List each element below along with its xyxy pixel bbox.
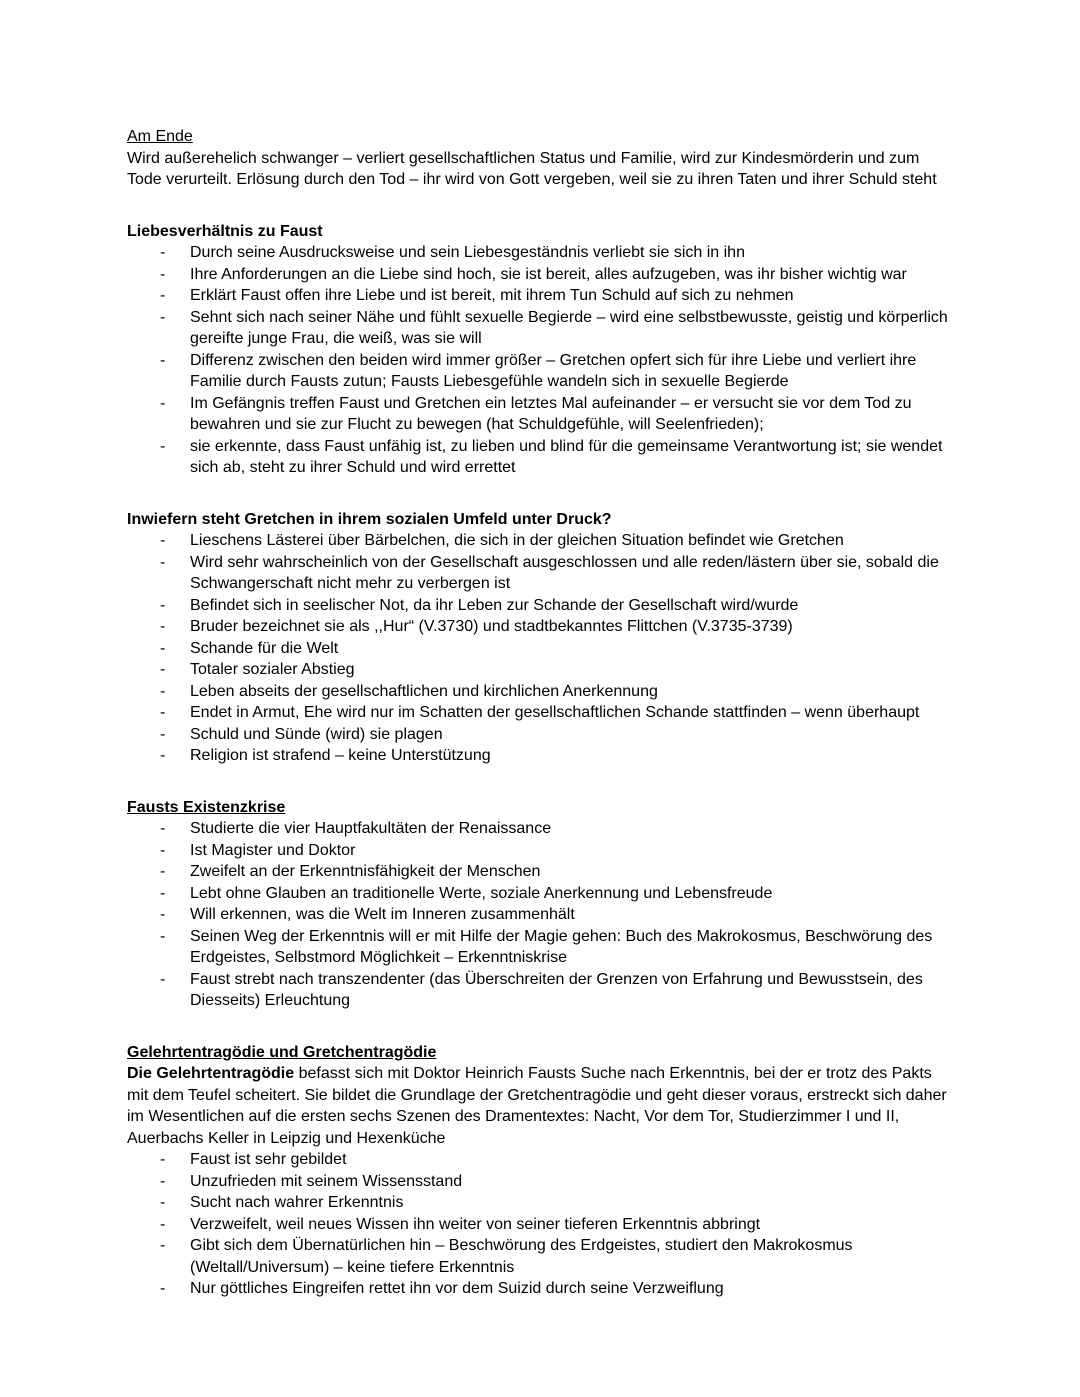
bullet-item [127,530,955,552]
bullet-item [127,242,955,264]
bullet-dash: - [160,682,166,700]
section-liebesverhaeltnis-zu-faust [127,221,955,479]
bullet-item [127,1192,955,1214]
bullet-dash: - [160,1172,166,1190]
bullet-item [127,638,955,660]
bullet-text: Durch seine Ausdrucksweise und sein Liebesgeständnis verliebt sie sich in ihn [190,244,745,261]
bullet-item [127,1214,955,1236]
section-heading: Inwiefern steht Gretchen in ihrem sozialen Umfeld unter Druck? [127,510,612,528]
bullet-text: Differenz zwischen den beiden wird immer größer – Gretchen opfert sich für ihre Liebe und verliert ihre Familie durch Fausts zutun; Fausts Liebesgefühle wandeln sich in sexuelle Begierde [190,351,917,390]
bullet-dash: - [160,1194,166,1211]
section-heading: Am Ende [127,128,193,145]
bullet-item [127,1235,955,1278]
bullet-text: Faust strebt nach transzendenter (das Überschreiten der Grenzen von Erfahrung und Bewusstsein, des Diesseits) Erleuchtung [190,970,923,1009]
bullet-item [127,285,955,307]
bullet-item [127,724,955,746]
bullet-text: Studierte die vier Hauptfakultäten der Renaissance [190,820,552,837]
bullet-item [127,681,955,703]
bullet-item [127,1278,955,1300]
bullet-dash: - [160,1215,166,1233]
section-gelehrtentragoedie [127,1042,955,1300]
bullet-text: Lebt ohne Glauben an traditionelle Werte, soziale Anerkennung und Lebensfreude [190,884,773,902]
section-paragraph: Die Gelehrtentragödie befasst sich mit Doktor Heinrich Fausts Suche nach Erkenntnis, bei der er trotz des Pakts mit dem Teufel scheitert. Sie bildet die Grundlage der Gretchentragödie und geht dieser voraus, erstreckt sich daher im Wesentlichen auf die ersten sechs Szenen des Dramentextes: Nacht, Vor dem Tor, Studierzimmer I und II, Auerbachs Keller in Leipzig und Hexenküche [127,1065,947,1147]
bullet-text: Schuld und Sünde (wird) sie plagen [190,725,443,743]
bullet-item [127,264,955,286]
bullet-text: Sucht nach wahrer Erkenntnis [190,1194,404,1211]
bullet-text: Sehnt sich nach seiner Nähe und fühlt sexuelle Begierde – wird eine selbstbewusste, geistig und körperlich gereifte junge Frau, die weiß, was sie will [190,308,948,347]
section-heading: Fausts Existenzkrise [127,798,286,816]
section-sozialer-druck [127,509,955,767]
section-heading: Gelehrtentragödie und Gretchentragödie [127,1043,437,1061]
bullet-text: Ihre Anforderungen an die Liebe sind hoch, sie ist bereit, alles aufzugeben, was ihr bisher wichtig war [190,265,907,283]
bullet-dash: - [160,1237,166,1254]
bullet-dash: - [160,725,166,743]
bullet-dash: - [160,970,166,988]
bullet-dash: - [160,747,166,764]
bullet-text: Faust ist sehr gebildet [190,1151,347,1168]
bullet-text: Wird sehr wahrscheinlich von der Gesellschaft ausgeschlossen und alle reden/lästern über sie, sobald die Schwangerschaft nicht mehr zu verbergen ist [190,553,939,592]
bullet-dash: - [160,394,166,412]
section-am-ende [127,126,955,191]
bullet-item [127,969,955,1012]
bullet-text: Nur göttliches Eingreifen rettet ihn vor dem Suizid durch seine Verzweiflung [190,1280,724,1297]
bullet-dash: - [160,639,166,657]
bullet-text: Schande für die Welt [190,639,339,657]
bullet-item [127,861,955,883]
bullet-item [127,393,955,436]
bullet-dash: - [160,265,166,283]
bullet-dash: - [160,906,166,923]
bullet-dash: - [160,820,166,837]
bullet-text: Religion ist strafend – keine Unterstützung [190,747,491,764]
bullet-text: Lieschens Lästerei über Bärbelchen, die sich in der gleichen Situation befindet wie Gretchen [190,532,844,549]
bullet-item [127,818,955,840]
bullet-item [127,307,955,350]
bullet-text: Erklärt Faust offen ihre Liebe und ist bereit, mit ihrem Tun Schuld auf sich zu nehmen [190,287,794,304]
bullet-dash: - [160,1151,166,1168]
bullet-text: Zweifelt an der Erkenntnisfähigkeit der Menschen [190,863,541,880]
bullet-text: Will erkennen, was die Welt im Inneren zusammenhält [190,906,575,923]
bullet-dash: - [160,351,166,369]
paragraph-bold-lead: Die Gelehrtentragödie [127,1065,295,1082]
bullet-text: Leben abseits der gesellschaftlichen und kirchlichen Anerkennung [190,682,658,700]
bullet-text: Ist Magister und Doktor [190,841,356,859]
bullet-text: Verzweifelt, weil neues Wissen ihn weiter von seiner tieferen Erkenntnis abbringt [190,1215,761,1233]
bullet-dash: - [160,704,166,721]
bullet-item [127,702,955,724]
bullet-dash: - [160,927,166,945]
bullet-text: Unzufrieden mit seinem Wissensstand [190,1172,463,1190]
bullet-text: Gibt sich dem Übernatürlichen hin – Beschwörung des Erdgeistes, studiert den Makrokosmus (Weltall/Universum) – keine tiefere Erkenntnis [190,1237,853,1276]
bullet-text: Im Gefängnis treffen Faust und Gretchen ein letztes Mal aufeinander – er versucht sie vor dem Tod zu bewahren und sie zur Flucht zu bewegen (hat Schuldgefühle, will Seelenfrieden); [190,394,912,433]
bullet-item [127,745,955,767]
bullet-item [127,1171,955,1193]
bullet-text: Bruder bezeichnet sie als ,,Hur“ (V.3730) und stadtbekanntes Flittchen (V.3735-3739) [190,618,793,635]
bullet-text: sie erkennte, dass Faust unfähig ist, zu lieben und blind für die gemeinsame Verantwortung ist; sie wendet sich ab, steht zu ihrer Schuld und wird errettet [190,437,943,476]
bullet-dash: - [160,841,166,859]
bullet-item [127,926,955,969]
bullet-dash: - [160,437,166,455]
bullet-dash: - [160,863,166,880]
bullet-dash: - [160,553,166,571]
bullet-item [127,616,955,638]
bullet-dash: - [160,244,166,261]
bullet-dash: - [160,884,166,902]
bullet-text: Totaler sozialer Abstieg [190,661,355,678]
bullet-dash: - [160,287,166,304]
bullet-dash: - [160,618,166,635]
bullet-item [127,840,955,862]
bullet-item [127,595,955,617]
bullet-dash: - [160,532,166,549]
bullet-item [127,436,955,479]
bullet-item [127,659,955,681]
bullet-item [127,350,955,393]
bullet-item [127,1149,955,1171]
bullet-text: Seinen Weg der Erkenntnis will er mit Hilfe der Magie gehen: Buch des Makrokosmus, Beschwörung des Erdgeistes, Selbstmord Möglichkeit – Erkenntniskrise [190,927,933,966]
bullet-item [127,552,955,595]
section-paragraph: Wird außerehelich schwanger – verliert gesellschaftlichen Status und Familie, wird zur Kindesmörderin und zum Tode verurteilt. Erlösung durch den Tod – ihr wird von Gott vergeben, weil sie zu ihren Taten und ihrer Schuld steht [127,149,937,188]
bullet-text: Befindet sich in seelischer Not, da ihr Leben zur Schande der Gesellschaft wird/wurde [190,596,799,614]
bullet-dash: - [160,596,166,614]
bullet-dash: - [160,308,166,326]
section-heading: Liebesverhältnis zu Faust [127,222,323,240]
section-fausts-existenzkrise [127,797,955,1012]
bullet-item [127,904,955,926]
bullet-dash: - [160,661,166,678]
bullet-item [127,883,955,905]
bullet-text: Endet in Armut, Ehe wird nur im Schatten der gesellschaftlichen Schande stattfinden – wenn überhaupt [190,704,920,721]
bullet-dash: - [160,1280,166,1297]
